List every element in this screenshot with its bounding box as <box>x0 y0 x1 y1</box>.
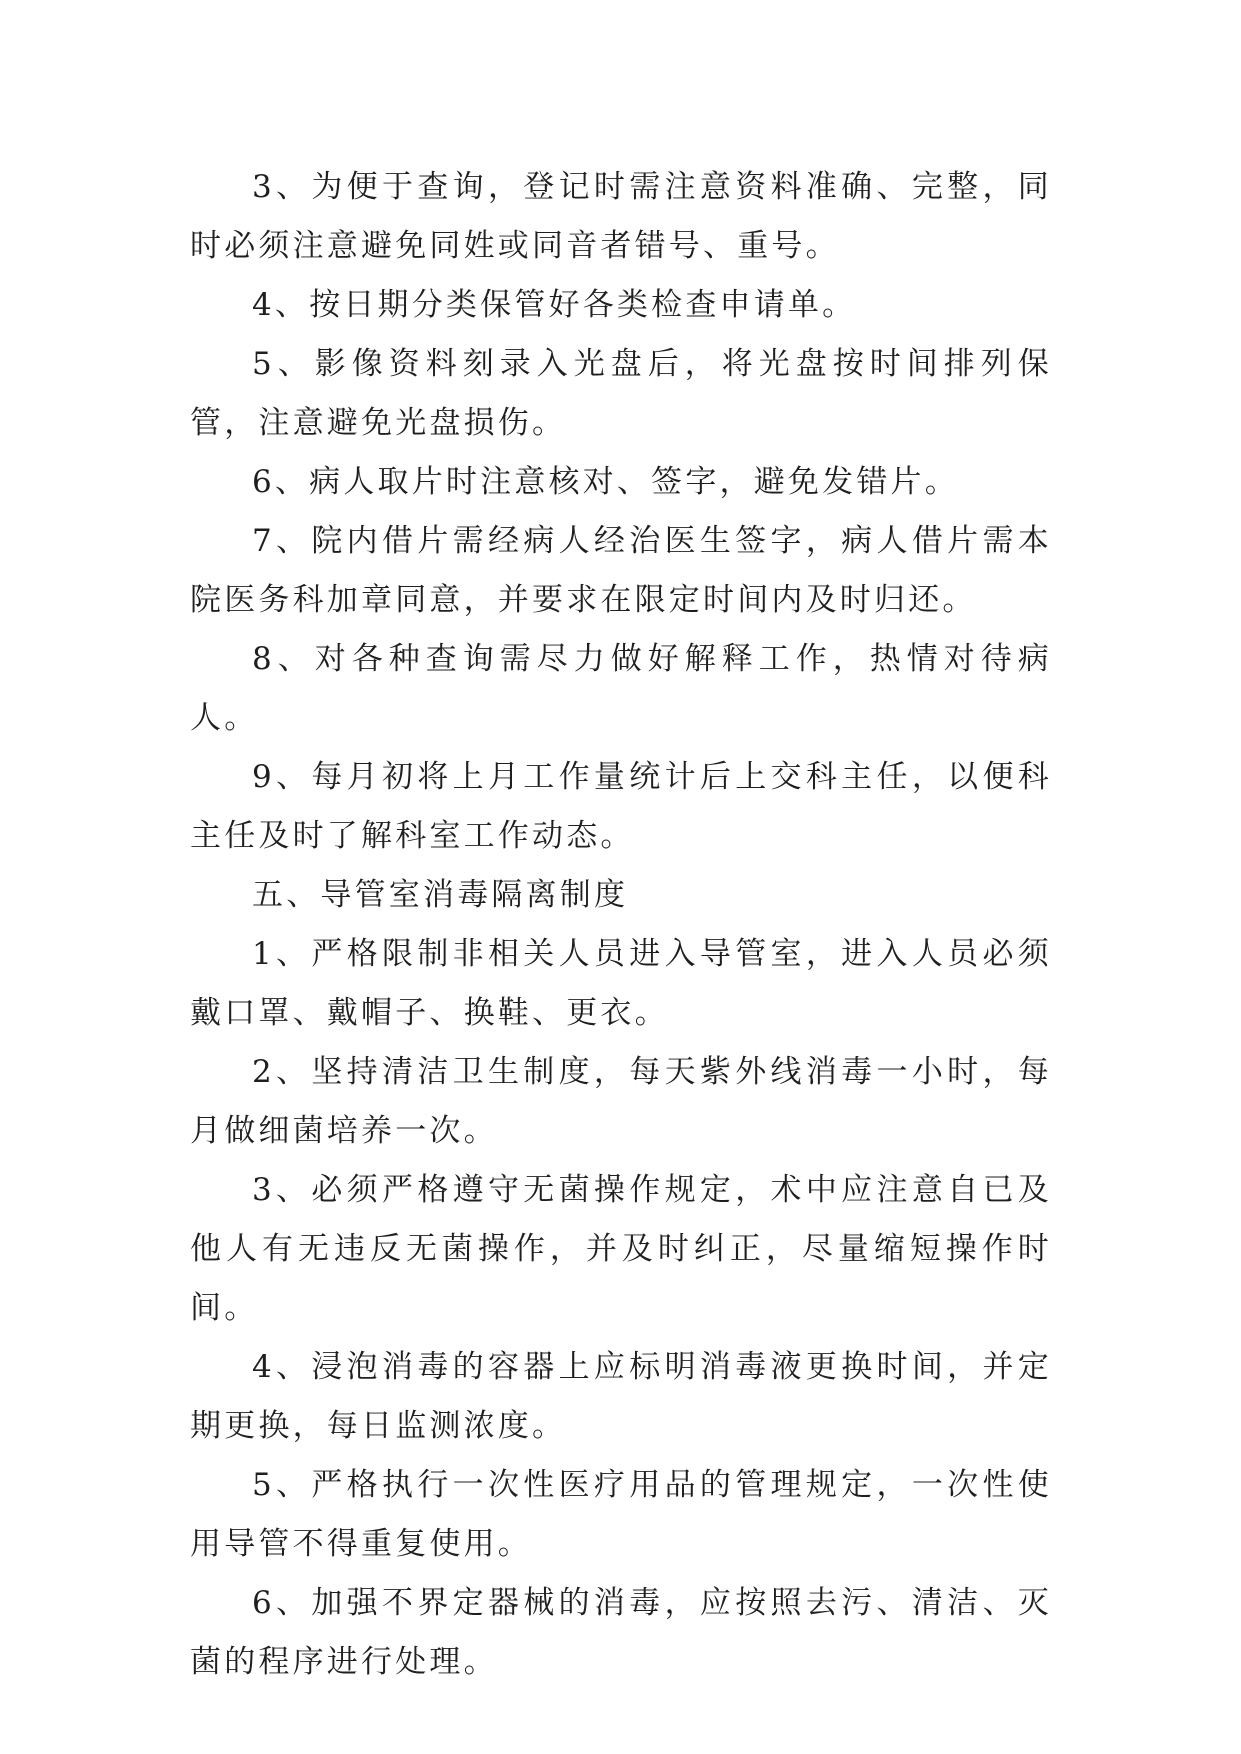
paragraph: 5、严格执行一次性医疗用品的管理规定，一次性使用导管不得重复使用。 <box>190 1467 1052 1562</box>
paragraph: 1、严格限制非相关人员进入导管室，进入人员必须戴口罩、戴帽子、换鞋、更衣。 <box>190 936 1052 1031</box>
section-heading: 五、导管室消毒隔离制度 <box>252 877 629 913</box>
paragraph: 7、院内借片需经病人经治医生签字，病人借片需本院医务科加章同意，并要求在限定时间内及时归还。 <box>190 523 1052 618</box>
paragraph: 4、按日期分类保管好各类检查申请单。 <box>252 287 857 323</box>
paragraph: 5、影像资料刻录入光盘后，将光盘按时间排列保管，注意避免光盘损伤。 <box>190 346 1052 441</box>
paragraph: 9、每月初将上月工作量统计后上交科主任，以便科主任及时了解科室工作动态。 <box>190 759 1052 854</box>
paragraph: 6、加强不界定器械的消毒，应按照去污、清洁、灭菌的程序进行处理。 <box>190 1585 1052 1680</box>
paragraph: 3、必须严格遵守无菌操作规定，术中应注意自已及他人有无违反无菌操作，并及时纠正，尽量缩短操作时间。 <box>190 1172 1052 1326</box>
paragraph: 6、病人取片时注意核对、签字，避免发错片。 <box>252 464 959 500</box>
paragraph: 2、坚持清洁卫生制度，每天紫外线消毒一小时，每月做细菌培养一次。 <box>190 1054 1052 1149</box>
paragraph: 8、对各种查询需尽力做好解释工作，热情对待病人。 <box>190 641 1052 736</box>
paragraph: 4、浸泡消毒的容器上应标明消毒液更换时间，并定期更换，每日监测浓度。 <box>190 1349 1052 1444</box>
paragraph: 3、为便于查询，登记时需注意资料准确、完整，同时必须注意避免同姓或同音者错号、重号。 <box>190 169 1052 264</box>
document-body <box>190 158 1052 1692</box>
